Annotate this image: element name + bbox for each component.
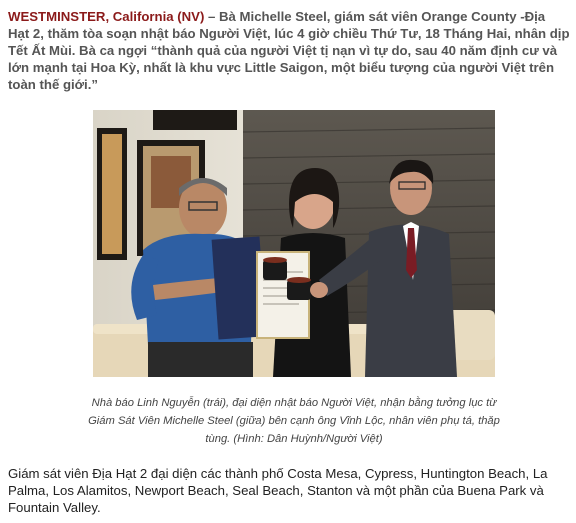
lede-text: – Bà Michelle Steel, giám sát viên Orange County -Địa Hạt 2, thăm tòa soạn nhật báo Người Việt, lúc 4 giờ chiều Thứ Tư, 18 Tháng Hai, nhân dịp Tết Ất Mùi. Bà ca ngợi “thành quả của người Việt tị nạn vì tự do, sau 40 năm định cư và lớn mạnh tại Hoa Kỳ, nhất là khu vực Little Saigon, một biểu tượng của người Việt trên toàn thế giới.” bbox=[8, 9, 570, 92]
dateline: WESTMINSTER, California (NV) bbox=[8, 9, 205, 24]
photo-caption: Nhà báo Linh Nguyễn (trái), đại diện nhật báo Người Việt, nhận bằng tưởng lục từ Giám Sát Viên Michelle Steel (giữa) bên cạnh ông Vĩnh Lộc, nhân viên phụ tá, thăp tùng. (Hình: Dân Huỳnh/Người Việt) bbox=[88, 397, 500, 445]
article-photo bbox=[93, 110, 495, 377]
photo-illustration bbox=[93, 110, 495, 377]
article-body: Giám sát viên Địa Hạt 2 đại diện các thành phố Costa Mesa, Cypress, Huntington Beach, La Palma, Los Alamitos, Newport Beach, Seal Beach, Stanton và một phần của Buena Park và Fountain Valley. bbox=[8, 466, 548, 515]
article-lede bbox=[8, 8, 570, 93]
